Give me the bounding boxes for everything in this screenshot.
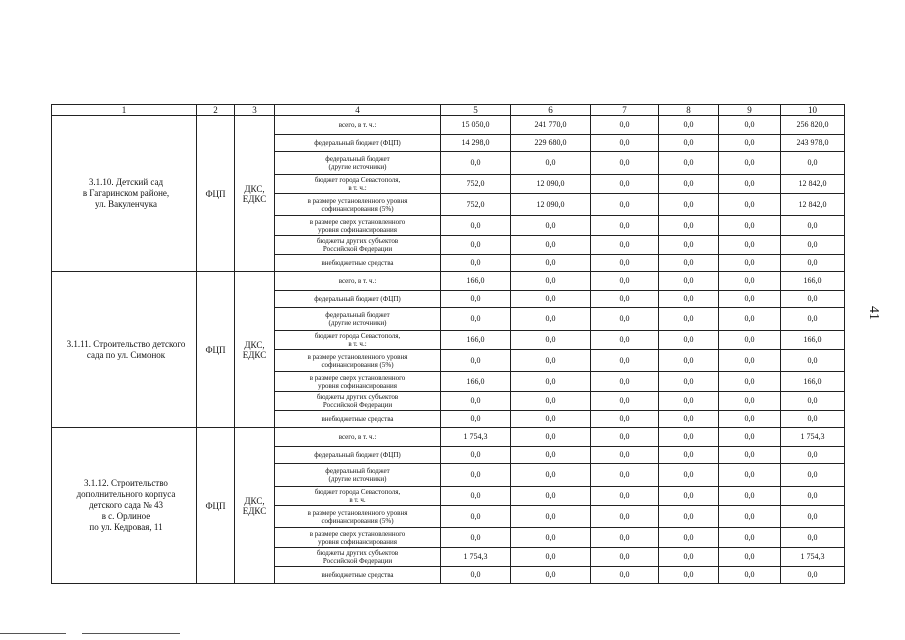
amount-cell: 0,0 (781, 392, 845, 411)
amount-cell: 1 754,3 (441, 428, 511, 447)
amount-cell: 0,0 (781, 350, 845, 372)
amount-cell: 0,0 (719, 255, 781, 272)
amount-cell: 0,0 (591, 291, 659, 308)
amount-cell: 0,0 (781, 411, 845, 428)
amount-cell: 0,0 (659, 291, 719, 308)
amount-cell: 0,0 (719, 272, 781, 291)
table-body (52, 105, 845, 584)
amount-cell: 0,0 (781, 567, 845, 584)
amount-cell: 0,0 (719, 528, 781, 548)
amount-cell: 0,0 (511, 567, 591, 584)
customer-cell: ДКС, ЕДКС (235, 428, 275, 584)
amount-cell: 0,0 (511, 548, 591, 567)
amount-cell: 0,0 (591, 392, 659, 411)
amount-cell: 0,0 (511, 464, 591, 487)
table-row (52, 272, 845, 291)
amount-cell: 0,0 (659, 528, 719, 548)
funding-source-cell: бюджеты других субъектов Российской Федерации (275, 392, 441, 411)
program-cell: ФЦП (197, 272, 235, 428)
amount-cell: 0,0 (511, 216, 591, 236)
amount-cell: 0,0 (591, 194, 659, 216)
amount-cell: 0,0 (591, 135, 659, 152)
event-title: 3.1.11. Строительство детского сада по ул. Симонок (52, 272, 197, 428)
amount-cell: 0,0 (719, 350, 781, 372)
amount-cell: 166,0 (441, 372, 511, 392)
amount-cell: 166,0 (781, 272, 845, 291)
amount-cell: 0,0 (511, 487, 591, 506)
funding-source-cell: внебюджетные средства (275, 411, 441, 428)
amount-cell: 0,0 (719, 447, 781, 464)
amount-cell: 0,0 (591, 464, 659, 487)
customer-cell: ДКС, ЕДКС (235, 272, 275, 428)
amount-cell: 0,0 (441, 567, 511, 584)
amount-cell: 166,0 (441, 331, 511, 350)
amount-cell: 166,0 (781, 372, 845, 392)
funding-source-cell: всего, в т. ч.: (275, 272, 441, 291)
amount-cell: 14 298,0 (441, 135, 511, 152)
amount-cell: 0,0 (659, 392, 719, 411)
amount-cell: 166,0 (441, 272, 511, 291)
funding-source-cell: федеральный бюджет (ФЦП) (275, 447, 441, 464)
amount-cell: 752,0 (441, 175, 511, 194)
amount-cell: 0,0 (591, 487, 659, 506)
amount-cell: 166,0 (781, 331, 845, 350)
event-title: 3.1.12. Строительство дополнительного корпуса детского сада № 43 в с. Орлиное по ул. Кедровая, 11 (52, 428, 197, 584)
amount-cell: 0,0 (511, 392, 591, 411)
amount-cell: 0,0 (781, 464, 845, 487)
amount-cell: 0,0 (659, 331, 719, 350)
amount-cell: 0,0 (511, 331, 591, 350)
page-number: 41 (866, 306, 881, 320)
amount-cell: 0,0 (781, 528, 845, 548)
funding-source-cell: всего, в т. ч.: (275, 116, 441, 135)
amount-cell: 0,0 (659, 487, 719, 506)
amount-cell: 0,0 (719, 331, 781, 350)
header-cell: 9 (719, 105, 781, 116)
header-cell: 10 (781, 105, 845, 116)
amount-cell: 15 050,0 (441, 116, 511, 135)
amount-cell: 0,0 (511, 447, 591, 464)
amount-cell: 0,0 (511, 528, 591, 548)
amount-cell: 0,0 (719, 548, 781, 567)
amount-cell: 0,0 (781, 487, 845, 506)
amount-cell: 243 978,0 (781, 135, 845, 152)
amount-cell: 0,0 (719, 216, 781, 236)
amount-cell: 752,0 (441, 194, 511, 216)
amount-cell: 0,0 (659, 135, 719, 152)
amount-cell: 0,0 (511, 350, 591, 372)
header-cell: 1 (52, 105, 197, 116)
funding-source-cell: внебюджетные средства (275, 255, 441, 272)
amount-cell: 0,0 (591, 428, 659, 447)
amount-cell: 0,0 (511, 152, 591, 175)
amount-cell: 12 842,0 (781, 194, 845, 216)
funding-source-cell: федеральный бюджет (ФЦП) (275, 135, 441, 152)
amount-cell: 0,0 (659, 567, 719, 584)
funding-source-cell: в размере установленного уровня софинансирования (5%) (275, 350, 441, 372)
scan-artifact (82, 633, 180, 634)
funding-source-cell: бюджет города Севастополя, в т. ч.: (275, 331, 441, 350)
amount-cell: 0,0 (511, 236, 591, 255)
amount-cell: 0,0 (511, 255, 591, 272)
amount-cell: 0,0 (719, 428, 781, 447)
amount-cell: 0,0 (719, 291, 781, 308)
header-cell: 7 (591, 105, 659, 116)
amount-cell: 1 754,3 (441, 548, 511, 567)
amount-cell: 0,0 (659, 350, 719, 372)
table-row (52, 116, 845, 135)
amount-cell: 0,0 (591, 236, 659, 255)
amount-cell: 0,0 (719, 152, 781, 175)
amount-cell: 0,0 (591, 506, 659, 528)
amount-cell: 0,0 (781, 152, 845, 175)
amount-cell: 0,0 (719, 464, 781, 487)
amount-cell: 0,0 (591, 272, 659, 291)
amount-cell: 0,0 (719, 487, 781, 506)
amount-cell: 0,0 (659, 506, 719, 528)
amount-cell: 0,0 (441, 236, 511, 255)
funding-source-cell: федеральный бюджет (ФЦП) (275, 291, 441, 308)
amount-cell: 0,0 (781, 308, 845, 331)
amount-cell: 0,0 (659, 116, 719, 135)
amount-cell: 0,0 (441, 308, 511, 331)
funding-source-cell: федеральный бюджет (другие источники) (275, 464, 441, 487)
header-cell: 3 (235, 105, 275, 116)
funding-source-cell: в размере установленного уровня софинансирования (5%) (275, 506, 441, 528)
amount-cell: 0,0 (781, 447, 845, 464)
amount-cell: 0,0 (781, 216, 845, 236)
scan-artifact (0, 633, 66, 634)
customer-cell: ДКС, ЕДКС (235, 116, 275, 272)
amount-cell: 0,0 (781, 291, 845, 308)
funding-source-cell: федеральный бюджет (другие источники) (275, 152, 441, 175)
amount-cell: 0,0 (591, 372, 659, 392)
amount-cell: 0,0 (441, 392, 511, 411)
amount-cell: 256 820,0 (781, 116, 845, 135)
amount-cell: 0,0 (719, 567, 781, 584)
amount-cell: 0,0 (659, 548, 719, 567)
amount-cell: 0,0 (719, 236, 781, 255)
amount-cell: 0,0 (659, 464, 719, 487)
amount-cell: 0,0 (441, 216, 511, 236)
amount-cell: 0,0 (511, 372, 591, 392)
amount-cell: 12 842,0 (781, 175, 845, 194)
amount-cell: 0,0 (659, 236, 719, 255)
amount-cell: 1 754,3 (781, 548, 845, 567)
amount-cell: 0,0 (659, 428, 719, 447)
funding-source-cell: всего, в т. ч.: (275, 428, 441, 447)
header-cell: 4 (275, 105, 441, 116)
amount-cell: 0,0 (719, 411, 781, 428)
amount-cell: 0,0 (659, 308, 719, 331)
amount-cell: 0,0 (591, 152, 659, 175)
funding-source-cell: внебюджетные средства (275, 567, 441, 584)
funding-source-cell: федеральный бюджет (другие источники) (275, 308, 441, 331)
amount-cell: 0,0 (781, 255, 845, 272)
amount-cell: 0,0 (591, 116, 659, 135)
table-row (52, 428, 845, 447)
amount-cell: 0,0 (441, 350, 511, 372)
funding-source-cell: в размере сверх установленного уровня софинансирования (275, 372, 441, 392)
header-cell: 2 (197, 105, 235, 116)
amount-cell: 0,0 (591, 216, 659, 236)
funding-source-cell: бюджет города Севастополя, в т. ч.: (275, 175, 441, 194)
amount-cell: 0,0 (511, 291, 591, 308)
amount-cell: 0,0 (441, 152, 511, 175)
amount-cell: 0,0 (781, 236, 845, 255)
amount-cell: 0,0 (441, 255, 511, 272)
amount-cell: 0,0 (591, 308, 659, 331)
amount-cell: 0,0 (659, 272, 719, 291)
amount-cell: 0,0 (441, 487, 511, 506)
amount-cell: 0,0 (511, 272, 591, 291)
amount-cell: 0,0 (591, 447, 659, 464)
funding-source-cell: бюджеты других субъектов Российской Федерации (275, 236, 441, 255)
event-title: 3.1.10. Детский сад в Гагаринском районе, ул. Вакуленчука (52, 116, 197, 272)
amount-cell: 0,0 (719, 372, 781, 392)
funding-source-cell: в размере сверх установленного уровня софинансирования (275, 528, 441, 548)
funding-source-cell: в размере сверх установленного уровня софинансирования (275, 216, 441, 236)
funding-source-cell: бюджет города Севастополя, в т. ч. (275, 487, 441, 506)
amount-cell: 0,0 (719, 135, 781, 152)
amount-cell: 0,0 (719, 308, 781, 331)
program-cell: ФЦП (197, 116, 235, 272)
amount-cell: 0,0 (719, 175, 781, 194)
header-row (52, 105, 845, 116)
amount-cell: 0,0 (659, 372, 719, 392)
amount-cell: 0,0 (719, 506, 781, 528)
amount-cell: 12 090,0 (511, 175, 591, 194)
amount-cell: 0,0 (591, 350, 659, 372)
amount-cell: 0,0 (591, 548, 659, 567)
funding-source-cell: в размере установленного уровня софинансирования (5%) (275, 194, 441, 216)
amount-cell: 0,0 (719, 392, 781, 411)
amount-cell: 229 680,0 (511, 135, 591, 152)
funding-source-cell: бюджеты других субъектов Российской Федерации (275, 548, 441, 567)
amount-cell: 0,0 (441, 528, 511, 548)
amount-cell: 0,0 (659, 411, 719, 428)
amount-cell: 0,0 (441, 447, 511, 464)
amount-cell: 0,0 (659, 255, 719, 272)
amount-cell: 0,0 (659, 447, 719, 464)
amount-cell: 1 754,3 (781, 428, 845, 447)
budget-table (51, 104, 845, 584)
amount-cell: 0,0 (591, 411, 659, 428)
amount-cell: 0,0 (781, 506, 845, 528)
amount-cell: 0,0 (659, 152, 719, 175)
amount-cell: 0,0 (511, 506, 591, 528)
amount-cell: 0,0 (511, 411, 591, 428)
amount-cell: 0,0 (441, 464, 511, 487)
amount-cell: 0,0 (659, 194, 719, 216)
amount-cell: 0,0 (441, 411, 511, 428)
amount-cell: 0,0 (591, 567, 659, 584)
amount-cell: 0,0 (659, 175, 719, 194)
amount-cell: 12 090,0 (511, 194, 591, 216)
header-cell: 8 (659, 105, 719, 116)
amount-cell: 0,0 (591, 528, 659, 548)
amount-cell: 0,0 (591, 255, 659, 272)
amount-cell: 0,0 (441, 506, 511, 528)
amount-cell: 0,0 (441, 291, 511, 308)
header-cell: 6 (511, 105, 591, 116)
header-cell: 5 (441, 105, 511, 116)
amount-cell: 0,0 (719, 116, 781, 135)
amount-cell: 241 770,0 (511, 116, 591, 135)
amount-cell: 0,0 (591, 175, 659, 194)
amount-cell: 0,0 (591, 331, 659, 350)
program-cell: ФЦП (197, 428, 235, 584)
amount-cell: 0,0 (719, 194, 781, 216)
amount-cell: 0,0 (659, 216, 719, 236)
amount-cell: 0,0 (511, 308, 591, 331)
amount-cell: 0,0 (511, 428, 591, 447)
